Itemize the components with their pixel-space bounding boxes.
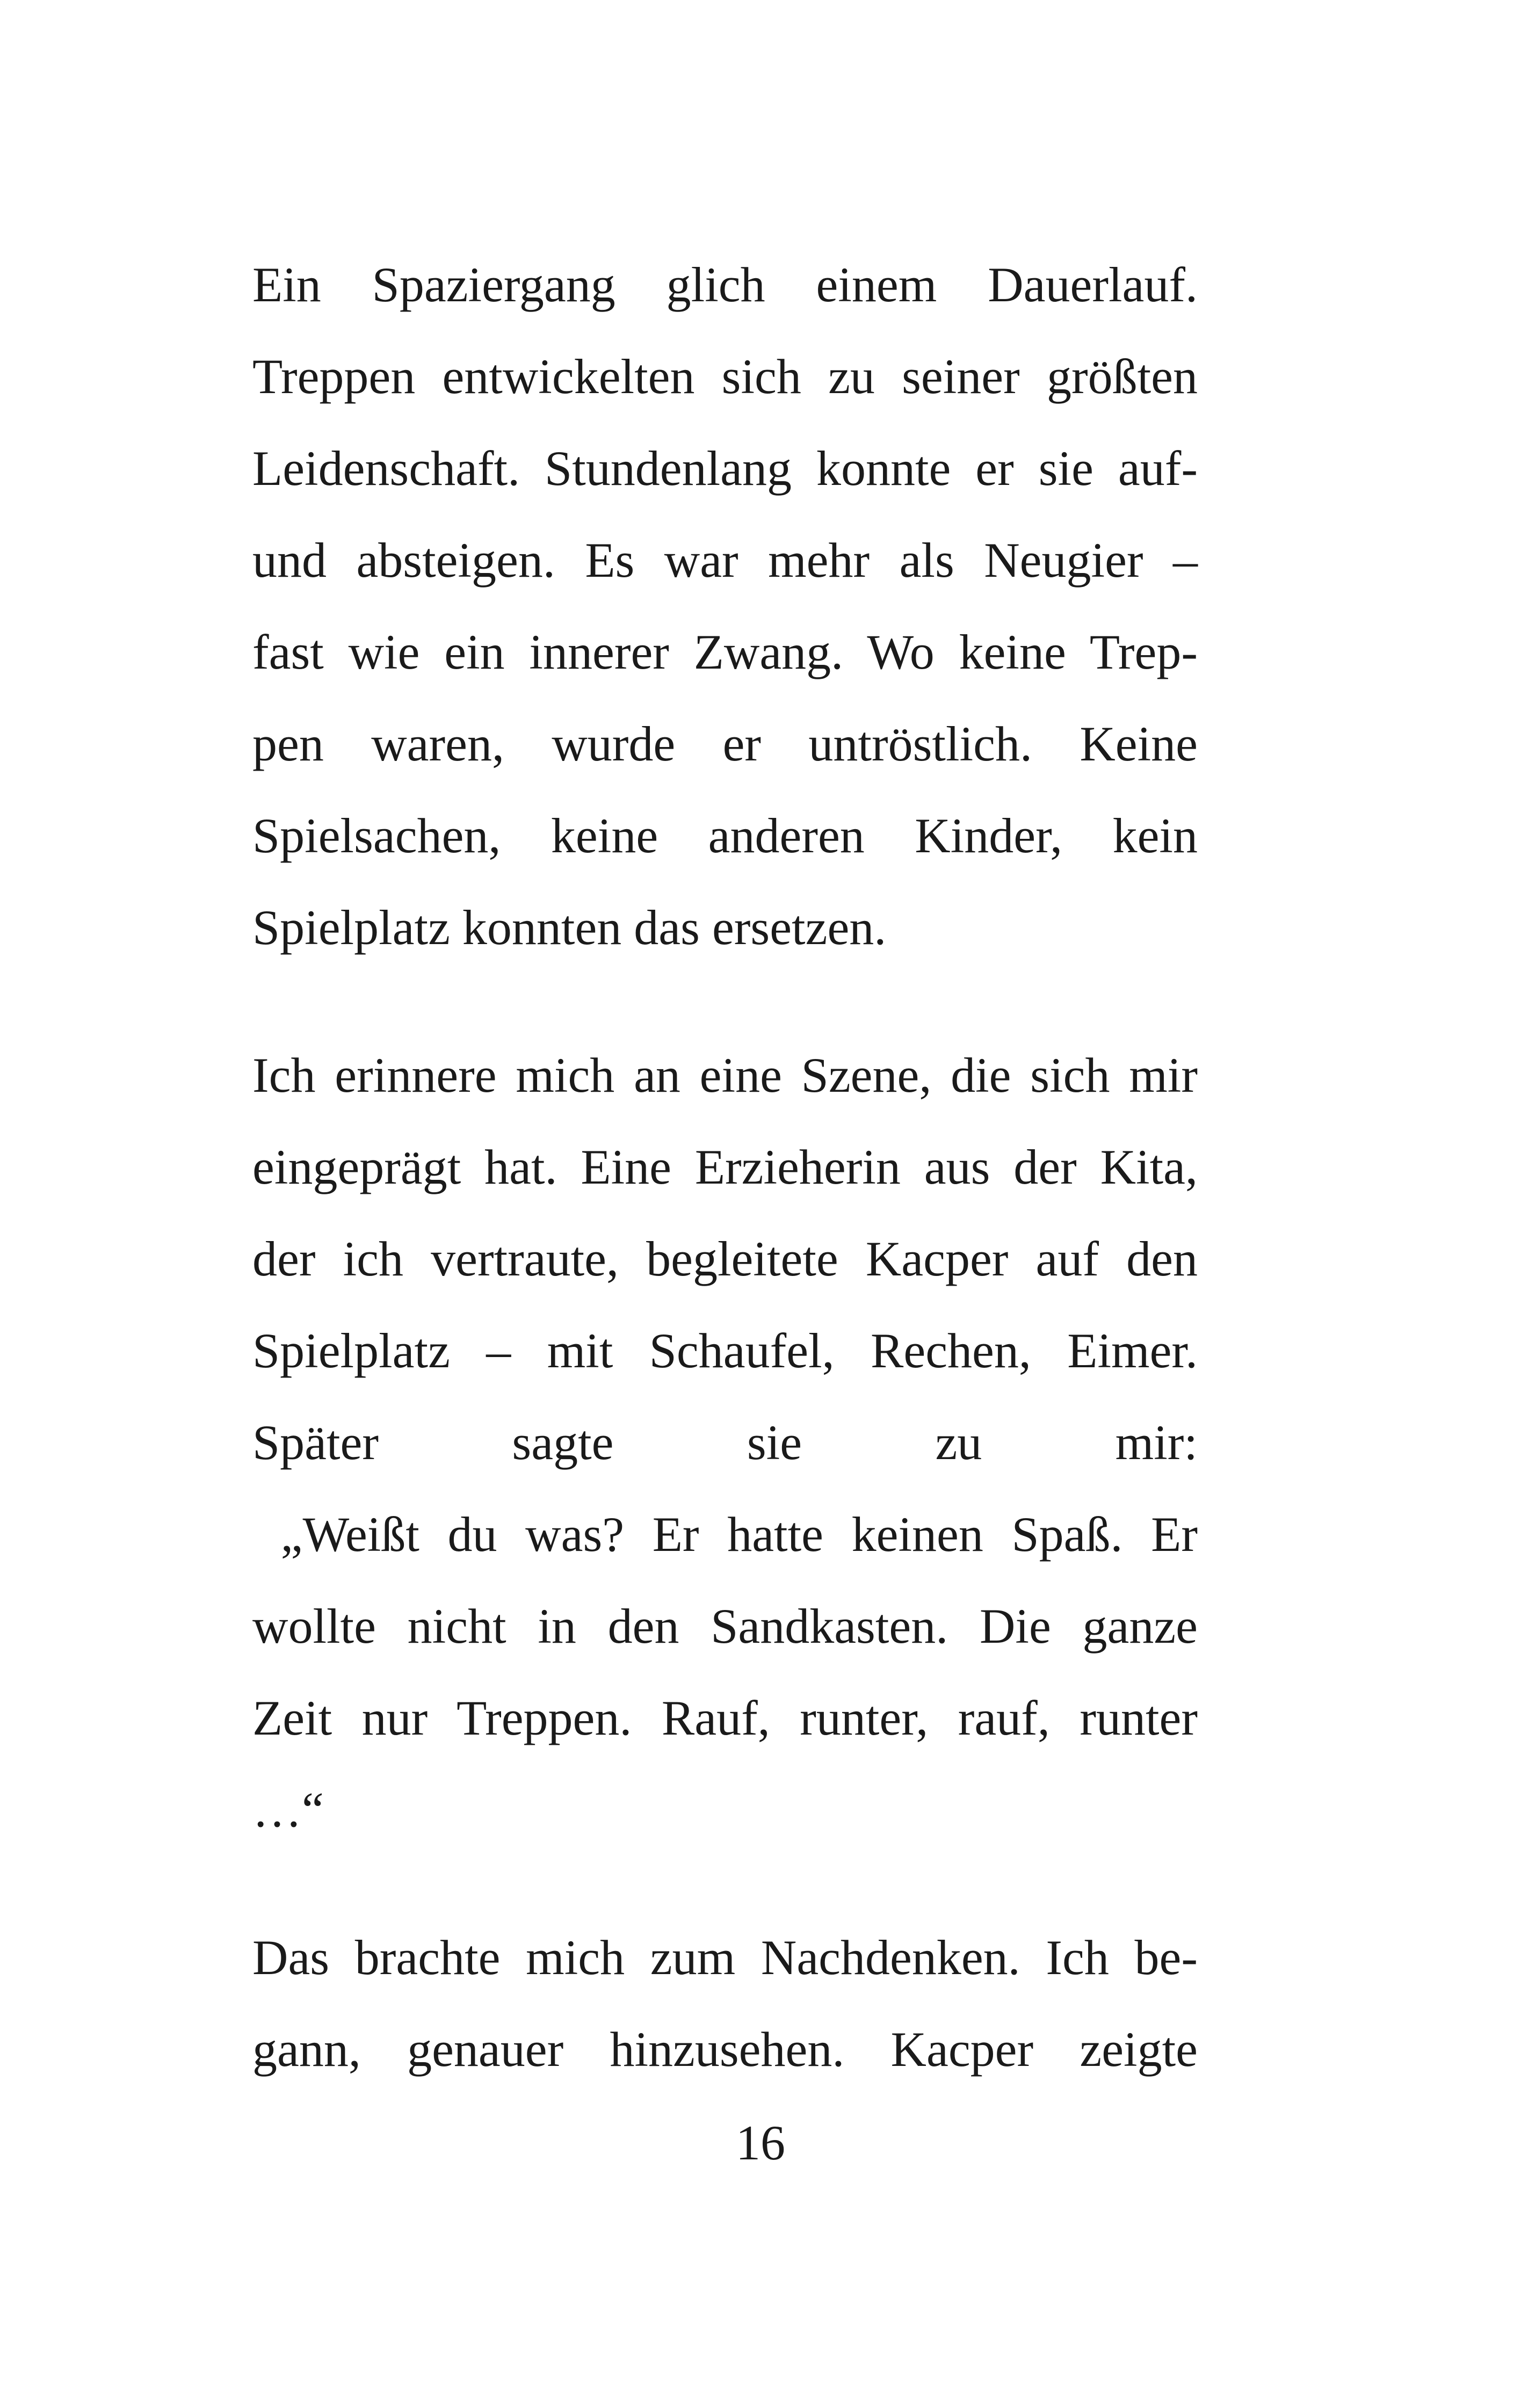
- text-line: fast wie ein innerer Zwang. Wo keine Trep-: [252, 625, 1198, 679]
- text-line: Leidenschaft. Stundenlang konnte er sie auf-: [252, 441, 1198, 496]
- text-line: pen waren, wurde er untröstlich. Keine: [252, 716, 1198, 771]
- text-line: gann, genauer hinzusehen. Kacper zeigte: [252, 2022, 1198, 2077]
- text-line: Ein Spaziergang glich einem Dauerlauf.: [252, 257, 1198, 312]
- text-line: Das brachte mich zum Nachdenken. Ich be-: [252, 1930, 1198, 1985]
- text-line: Ich erinnere mich an eine Szene, die sich mir: [252, 1048, 1198, 1103]
- text-line: Spielsachen, keine anderen Kinder, kein: [252, 808, 1198, 863]
- text-line: Spielplatz konnten das ersetzen.: [252, 900, 887, 955]
- text-line: eingeprägt hat. Eine Erzieherin aus der Kita,: [252, 1140, 1198, 1194]
- text-line: „Weißt du was? Er hatte keinen Spaß. Er: [252, 1507, 1198, 1562]
- text-line: wollte nicht in den Sandkasten. Die ganze: [252, 1599, 1198, 1653]
- text-line: Treppen entwickelten sich zu seiner größten: [252, 349, 1198, 404]
- text-line: Zeit nur Treppen. Rauf, runter, rauf, runter: [252, 1691, 1198, 1745]
- page-number: 16: [736, 2115, 785, 2170]
- text-line: …“: [252, 1782, 324, 1837]
- text-line: Spielplatz – mit Schaufel, Rechen, Eimer.: [252, 1323, 1198, 1378]
- text-line: der ich vertraute, begleitete Kacper auf den: [252, 1231, 1198, 1286]
- text-line: und absteigen. Es war mehr als Neugier –: [252, 533, 1198, 588]
- text-line: Später sagte sie zu mir:: [252, 1415, 1198, 1470]
